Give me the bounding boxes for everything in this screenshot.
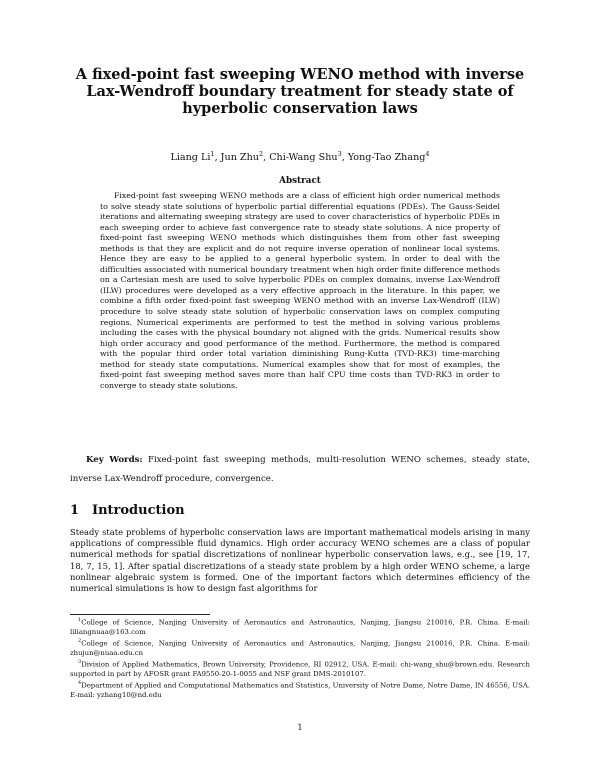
footnote-mark: 3	[78, 659, 82, 666]
footnote-mark: 1	[78, 617, 82, 623]
section-number: 1	[70, 503, 80, 518]
section-heading	[70, 503, 185, 518]
footnotes	[70, 616, 530, 700]
section-title: Introduction	[92, 503, 185, 518]
footnote-text: Department of Applied and Computational Mathematics and Statistics, University of Notre Dame, Notre Dame, IN 46556, USA. E-mail: yzhang10@nd.edu	[70, 681, 530, 700]
keywords-label: Key Words:	[86, 455, 143, 465]
author-name: Liang Li	[170, 152, 211, 164]
author-name: Yong-Tao Zhang	[347, 152, 426, 164]
abstract-heading: Abstract	[279, 176, 321, 186]
footnote	[70, 637, 530, 658]
footnote	[70, 616, 530, 637]
keywords-paragraph	[70, 451, 530, 489]
footnote-text: Division of Applied Mathematics, Brown University, Providence, RI 02912, USA. E-mail: chi-wang_shu@brown.edu. Research supported in part by AFOSR grant FA9550-20-1-0055 and NSF grant DMS-2010107.	[70, 660, 530, 678]
page-number: 1	[297, 722, 303, 732]
author-name: Chi-Wang Shu	[269, 152, 338, 164]
footnote	[70, 658, 530, 679]
footnote-text: College of Science, Nanjing University of Aeronautics and Astronautics, Nanjing, Jiangsu 210016, P.R. China. E-mail: zhujun@nuaa.edu.cn	[70, 639, 530, 657]
author-footnote-mark: 3	[337, 150, 342, 158]
author-name: Jun Zhu	[220, 152, 259, 164]
author-footnote-mark: 4	[425, 150, 430, 158]
abstract-text: Fixed-point fast sweeping WENO methods are a class of efficient high order numerical methods to solve steady state solutions of hyperbolic partial differential equations (PDEs). The Gauss-Seidel iterations and alternating sweeping strategy are used to cover characteristics of hyperbolic PDEs in each sweeping order to achieve fast convergence rate to steady state solutions. A nice property of fixed-point fast sweeping WENO methods which distinguishes them from other fast sweeping methods is that they are explicit and do not require inverse operation of nonlinear local systems. Hence they are easy to be applied to a general hyperbolic system. In order to deal with the difficulties associated with numerical boundary treatment when high order finite difference methods on a Cartesian mesh are used to solve hyperbolic PDEs on complex domains, inverse Lax-Wendroff (ILW) procedures were developed as a very effective approach in the literature. In this paper, we combine a fifth order fixed-point fast sweeping WENO method with an inverse Lax-Wendroff (ILW) procedure to solve steady state solution of hyperbolic conservation laws on complex computing regions. Numerical experiments are performed to test the method in solving various problems including the cases with the physical boundary not aligned with the grids. Numerical results show high order accuracy and good performance of the method. Furthermore, the method is compared with the popular third order total variation diminishing Rung-Kutta (TVD-RK3) time-marching method for steady state computations. Numerical examples show that for most of examples, the fixed-point fast sweeping method saves more than half CPU time costs than TVD-RK3 in order to converge to steady state solutions.	[100, 191, 500, 390]
footnote-rule	[70, 614, 210, 615]
introduction-paragraph: Steady state problems of hyperbolic conservation laws are important mathematical models arising in many applications of compressible fluid dynamics. High order accuracy WENO schemes are a class of popular numerical methods for spatial discretizations of nonlinear hyperbolic conservation laws, e.g., see [19, 17, 18, 7, 15, 1]. After spatial discretizations of a steady state problem by a high order WENO scheme, a large nonlinear algebraic system is formed. One of the important factors which determines efficiency of the numerical simulations is how to design fast algorithms for	[70, 527, 530, 594]
author-footnote-mark: 1	[210, 150, 215, 158]
footnote-text: College of Science, Nanjing University of Aeronautics and Astronautics, Nanjing, Jiangsu 210016, P.R. China. E-mail: liliangnuaa@163.com	[70, 618, 530, 636]
paper-title: A fixed-point fast sweeping WENO method with inverse Lax-Wendroff boundary treatment for steady state of hyperbolic conservation laws	[75, 66, 525, 117]
footnote-mark: 2	[78, 638, 82, 645]
footnote	[70, 679, 530, 700]
author-list: Liang Li$^1$, Jun Zhu$^2$, Chi-Wang Shu$^3$, Yong-Tao Zhang$^4$	[170, 150, 430, 164]
footnote-mark: 4	[78, 680, 82, 687]
keywords-text: Fixed-point fast sweeping methods, multi-resolution WENO schemes, steady state, inverse Lax-Wendroff procedure, convergence.	[70, 455, 530, 484]
author-footnote-mark: 2	[258, 150, 264, 158]
